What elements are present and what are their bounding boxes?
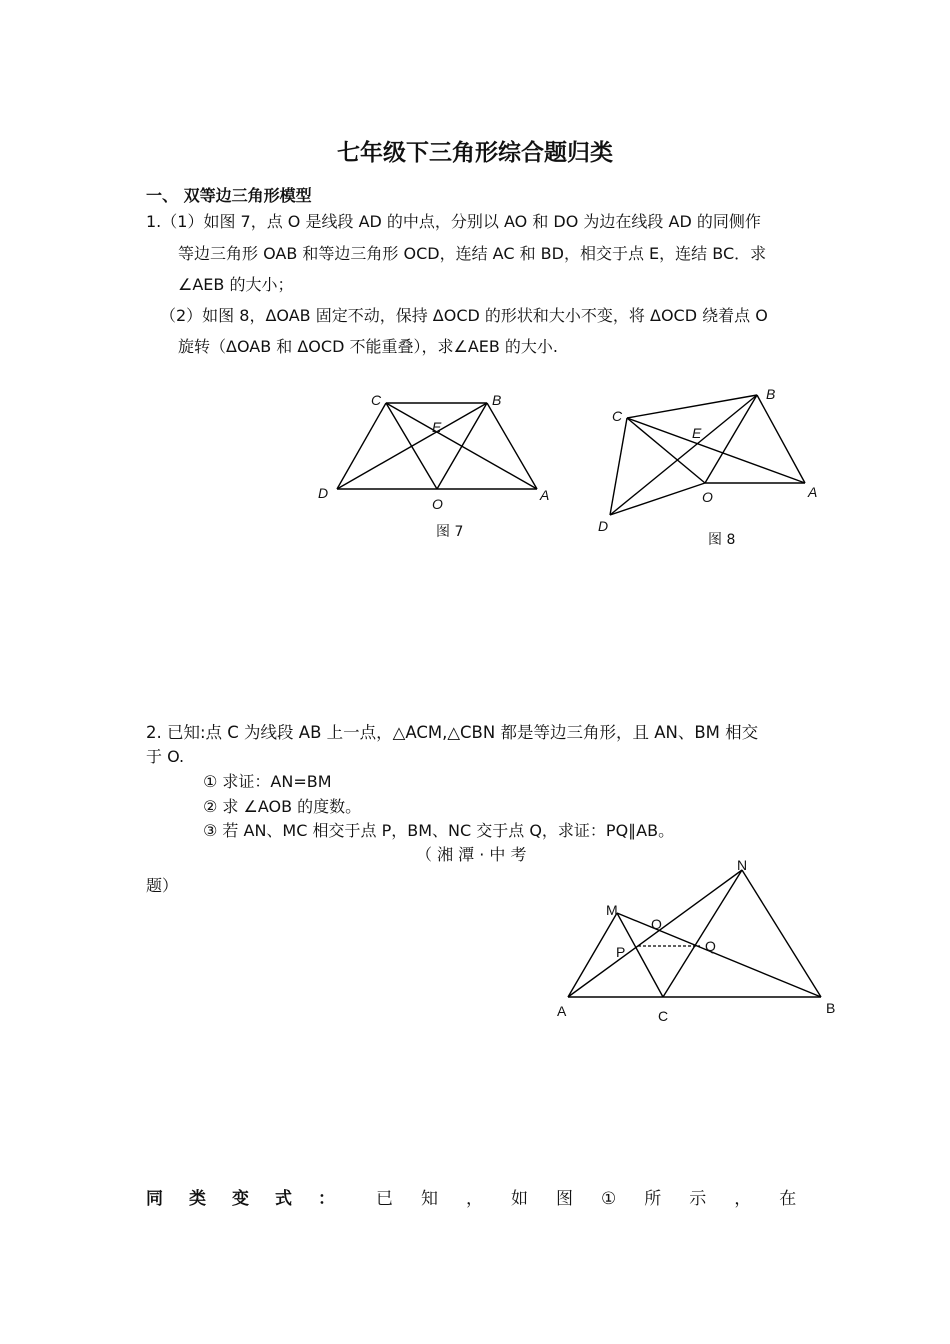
variant-text: 已知，如图①所示，在 <box>376 1189 825 1209</box>
fig8-caption: 图 8 <box>708 532 736 548</box>
q1-line-4: （2）如图 8，ΔOAB 固定不动，保持 ΔOCD 的形状和大小不变，将 ΔOCD 绕着点 O <box>160 306 768 325</box>
fig7-label-b: B <box>492 392 502 408</box>
section-heading: 一、 双等边三角形模型 <box>146 186 312 205</box>
fig8-label-e: E <box>692 425 702 441</box>
fig7-caption: 图 7 <box>436 524 464 540</box>
q1-line-1: 1.（1）如图 7，点 O 是线段 AD 的中点，分别以 AO 和 DO 为边在线段 AD 的同侧作 <box>146 212 761 231</box>
q2-item-2: ② 求 ∠AOB 的度数。 <box>203 797 362 816</box>
fig7-label-d: D <box>318 485 329 501</box>
fig7-label-a: A <box>540 487 550 503</box>
page-title: 七年级下三角形综合题归类 <box>337 140 613 166</box>
q2-item-3: ③ 若 AN、MC 相交于点 P，BM、NC 交于点 Q，求证：PQ∥AB。 <box>203 821 675 840</box>
q1-line-3: ∠AEB 的大小； <box>178 275 294 294</box>
fig-q2-label-a: A <box>557 1003 567 1019</box>
fig-q2-label-q: Q <box>705 938 716 954</box>
fig-q2-label-m: M <box>606 902 618 918</box>
q2-source-2: 题） <box>146 876 179 895</box>
fig8-label-c: C <box>612 408 623 424</box>
fig7-label-c: C <box>371 392 382 408</box>
fig-q2-label-n: N <box>737 857 748 873</box>
fig-q2-label-c: C <box>658 1008 669 1024</box>
fig-q2-label-o: O <box>651 916 662 932</box>
fig-q2-label-b: B <box>826 1000 836 1016</box>
q1-line-2: 等边三角形 OAB 和等边三角形 OCD，连结 AC 和 BD，相交于点 E，连结 BC．求 <box>178 244 767 263</box>
q2-source-1: （ 湘 潭 · 中 考 <box>416 845 527 864</box>
fig8-label-d: D <box>598 518 609 534</box>
variant-label: 同类变式： <box>146 1189 361 1209</box>
fig8-label-a: A <box>808 484 818 500</box>
q2-line-2: 于 O. <box>146 747 185 766</box>
fig7-label-o: O <box>432 496 443 512</box>
fig7-label-e: E <box>432 419 442 435</box>
q2-line-1: 2. 已知:点 C 为线段 AB 上一点，△ACM,△CBN 都是等边三角形，且 AN、BM 相交 <box>146 723 759 742</box>
fig-q2-label-p: P <box>616 944 626 960</box>
q2-item-1: ① 求证：AN=BM <box>203 772 332 791</box>
q1-line-5: 旋转（ΔOAB 和 ΔOCD 不能重叠），求∠AEB 的大小. <box>178 337 559 356</box>
fig8-label-o: O <box>702 489 713 505</box>
fig8-label-b: B <box>766 386 776 402</box>
